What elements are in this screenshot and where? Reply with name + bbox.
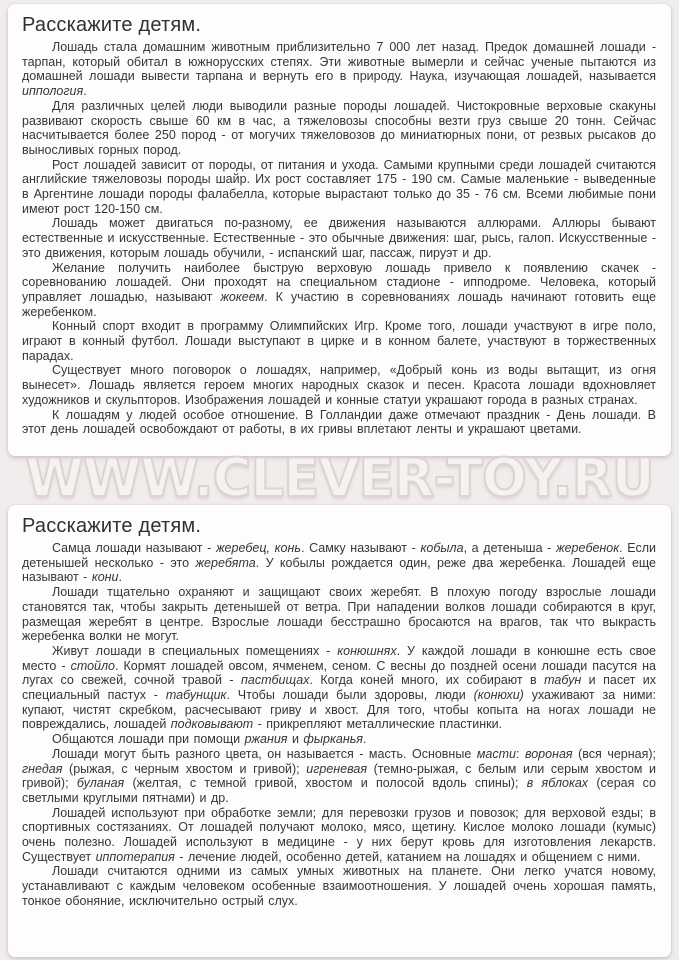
- paragraph: [22, 747, 656, 806]
- text-run: Лошади тщательно охраняют и защищают своих жеребят. В плохую погоду взрослые лошади становятся так, чтобы закрыть детенышей от ветра. При нападении волков лошади собираются в круг, размещая жеребят в центре. Взрослые лошади бесстрашно бросаются на врагов, так что выкрасть жеребенка волки не могут.: [22, 585, 656, 644]
- card-body: [22, 40, 656, 437]
- paragraph: [22, 319, 656, 363]
- text-run: Желание получить наиболее быструю верховую лошадь привело к появлению скачек - соревнованию лошадей. Они проходят на специальном стадионе - ипподроме. Человека, который управляет лошадью, называют: [22, 260, 656, 304]
- term-italic: жеребенок: [555, 541, 620, 555]
- term-italic: жокеем: [220, 289, 265, 304]
- paragraph: [22, 158, 656, 217]
- paragraph: [22, 408, 656, 437]
- text-run: (желтая, с темной гривой, хвостом и полосой вдоль спины);: [124, 776, 527, 791]
- text-run: Существует много поговорок о лошадях, например, «Добрый конь из воды вытащит, из огня вынесет». Лошадь является героем многих народных сказок и песен. Красота лошади вдохновляет художников и скульпторов. Изображения лошадей и конные статуи украшают города в разных странах.: [22, 363, 656, 407]
- text-run: . Когда коней много, их собирают в: [309, 673, 545, 688]
- text-run: , а детеныша -: [463, 541, 556, 555]
- text-run: (вся черная);: [572, 746, 657, 761]
- term-italic: кони: [91, 570, 119, 585]
- text-run: К лошадям у людей особое отношение. В Голландии даже отмечают праздник - День лошади. В этот день лошадей освобождают от работы, в их гривы вплетают ленты и украшают цветами.: [22, 407, 656, 437]
- term-italic: конюшнях: [337, 643, 397, 658]
- term-italic: вороная: [524, 746, 573, 761]
- text-run: (темно-рыжая, с белым или серым хвостом и гривой);: [22, 761, 656, 791]
- text-run: . У кобылы рождается один, реже два жеребенка. Лошадей еще называют -: [22, 555, 656, 585]
- text-run: Общаются лошади при помощи: [52, 732, 245, 747]
- paragraph: [22, 40, 656, 99]
- text-run: - лечение людей, особенно детей, катанием на лошадях и общением с ними.: [174, 849, 641, 864]
- text-run: и пасет их специальный пастух -: [22, 673, 656, 703]
- term-italic: игреневая: [306, 761, 368, 776]
- text-run: (серая со светлыми круглыми пятнами) и др.: [22, 776, 656, 805]
- paragraph: [22, 864, 656, 908]
- term-italic: буланая: [76, 776, 125, 791]
- term-italic: (конюхи): [473, 688, 524, 703]
- text-run: ухаживают за ними: купают, чистят скребком, расчесывают гриву и хвост. Для того, чтобы копыта на ногах лошади не повреждались, лошадей: [22, 688, 656, 732]
- text-run: Лошади могут быть разного цвета, он называется - масть. Основные: [52, 746, 477, 761]
- text-run: .: [362, 732, 367, 747]
- text-run: Лошадей используют при обработке земли; для перевозки грузов и повозок; для верховой езды; в спортивных состязаниях. От лошадей получают молоко, мясо, щетину. Кислое молоко лошади (кумыс) очень полезно. Лошадей используют в медицине - у них берут кровь для изготовления лекарств. Существует: [22, 805, 656, 864]
- card-title: Расскажите детям.: [22, 14, 202, 36]
- paragraph: [22, 99, 656, 158]
- text-run: Для различных целей люди выводили разные породы лошадей. Чистокровные верховые скакуны развивают скорость свыше 60 км в час, а тяжеловозы способны везти груз свыше 20 тонн. Сейчас насчитывается более 250 пород - от могучих тяжеловозов до миниатюрных пони, от резвых рысаков до выносливых горных пород.: [22, 98, 656, 157]
- term-italic: масти: [476, 746, 516, 761]
- text-run: Конный спорт входит в программу Олимпийских Игр. Кроме того, лошади участвуют в игре поло, играют в конный футбол. Лошади выступают в цирке и в конном балете, участвуют в торжественных парадах.: [22, 319, 656, 363]
- term-italic: пастбищах: [240, 673, 310, 688]
- paragraph: [22, 216, 656, 260]
- term-italic: ржания: [244, 732, 288, 747]
- paragraph: [22, 806, 656, 865]
- paragraph: [22, 585, 656, 644]
- paragraph: [22, 261, 656, 320]
- text-run: - прикрепляют металлические пластинки.: [253, 717, 503, 732]
- term-italic: фырканья: [303, 732, 363, 747]
- text-run: . Кормят лошадей овсом, ячменем, сеном. С весны до поздней осени лошади пасутся на лугах со свежей, сочной травой -: [22, 658, 656, 688]
- text-run: Живут лошади в специальных помещениях -: [52, 643, 338, 658]
- text-run: .: [83, 84, 87, 99]
- paragraph: [22, 363, 656, 407]
- term-italic: кобыла: [420, 541, 464, 555]
- term-italic: в яблоках: [526, 776, 589, 791]
- paragraph: [22, 644, 656, 732]
- text-run: . Если детенышей несколько - это: [22, 541, 657, 570]
- text-run: Рост лошадей зависит от породы, от питания и ухода. Самыми крупными среди лошадей считаются английские тяжеловозы породы шайр. Их рост составляет 175 - 190 см. Самые маленькие - выведенные в Аргентине лошади породы фалабелла, которые вырастают только до 35 - 76 см. Всеми любимые пони имеют рост 120-150 см.: [22, 157, 656, 216]
- text-run: Лошадь может двигаться по-разному, ее движения называются аллюрами. Аллюры бывают естественные и искусственные. Естественные - это обычные движения: шаг, рысь, галоп. Искусственные - это движения, которым лошадь обучили, - испанский шаг, пассаж, пируэт и др.: [22, 216, 656, 260]
- text-run: Самца лошади называют -: [52, 541, 216, 555]
- text-run: :: [515, 746, 525, 761]
- text-run: . У каждой лошади в конюшне есть свое место -: [22, 643, 656, 673]
- text-run: . Самку называют -: [300, 541, 421, 555]
- paragraph: [22, 732, 656, 747]
- card-page-1: [8, 4, 671, 456]
- text-run: (рыжая, с черным хвостом и гривой);: [62, 761, 307, 776]
- card-title: Расскажите детям.: [22, 515, 202, 537]
- term-italic: жеребец, конь: [215, 541, 301, 555]
- text-run: Лошадь стала домашним животным приблизительно 7 000 лет назад. Предок домашней лошади - тарпан, который обитал в южнорусских степях. Эти животные вымерли и сейчас ученые пытаются из домашней лошади вывести тарпана и вернуть его в природу. Наука, изучающая лошадей, называется: [22, 40, 656, 84]
- text-run: и: [287, 732, 304, 747]
- term-italic: гнедая: [22, 761, 63, 776]
- term-italic: табунщик: [165, 688, 227, 703]
- text-run: . К участию в соревнованиях лошадь начинают готовить еще жеребенком.: [22, 289, 656, 319]
- site-watermark: WWW.CLEVER-TOY.RU: [25, 448, 654, 509]
- text-run: Лошади считаются одними из самых умных животных на планете. Они легко учатся новому, устанавливают с каждым человеком особенные взаимоотношения. У лошадей очень хорошая память, тонкое обоняние, исключительно острый слух.: [22, 864, 656, 908]
- term-italic: стойло: [70, 658, 116, 673]
- term-italic: жеребята: [195, 555, 256, 570]
- text-run: .: [118, 570, 122, 585]
- paragraph: [22, 541, 656, 585]
- term-italic: иппотерапия: [95, 849, 175, 864]
- card-page-2: [8, 505, 671, 957]
- term-italic: подковывают: [170, 717, 254, 732]
- term-italic: иппология: [22, 84, 84, 99]
- term-italic: табун: [544, 673, 582, 688]
- card-body: [22, 541, 656, 909]
- text-run: . Чтобы лошади были здоровы, люди: [226, 688, 474, 703]
